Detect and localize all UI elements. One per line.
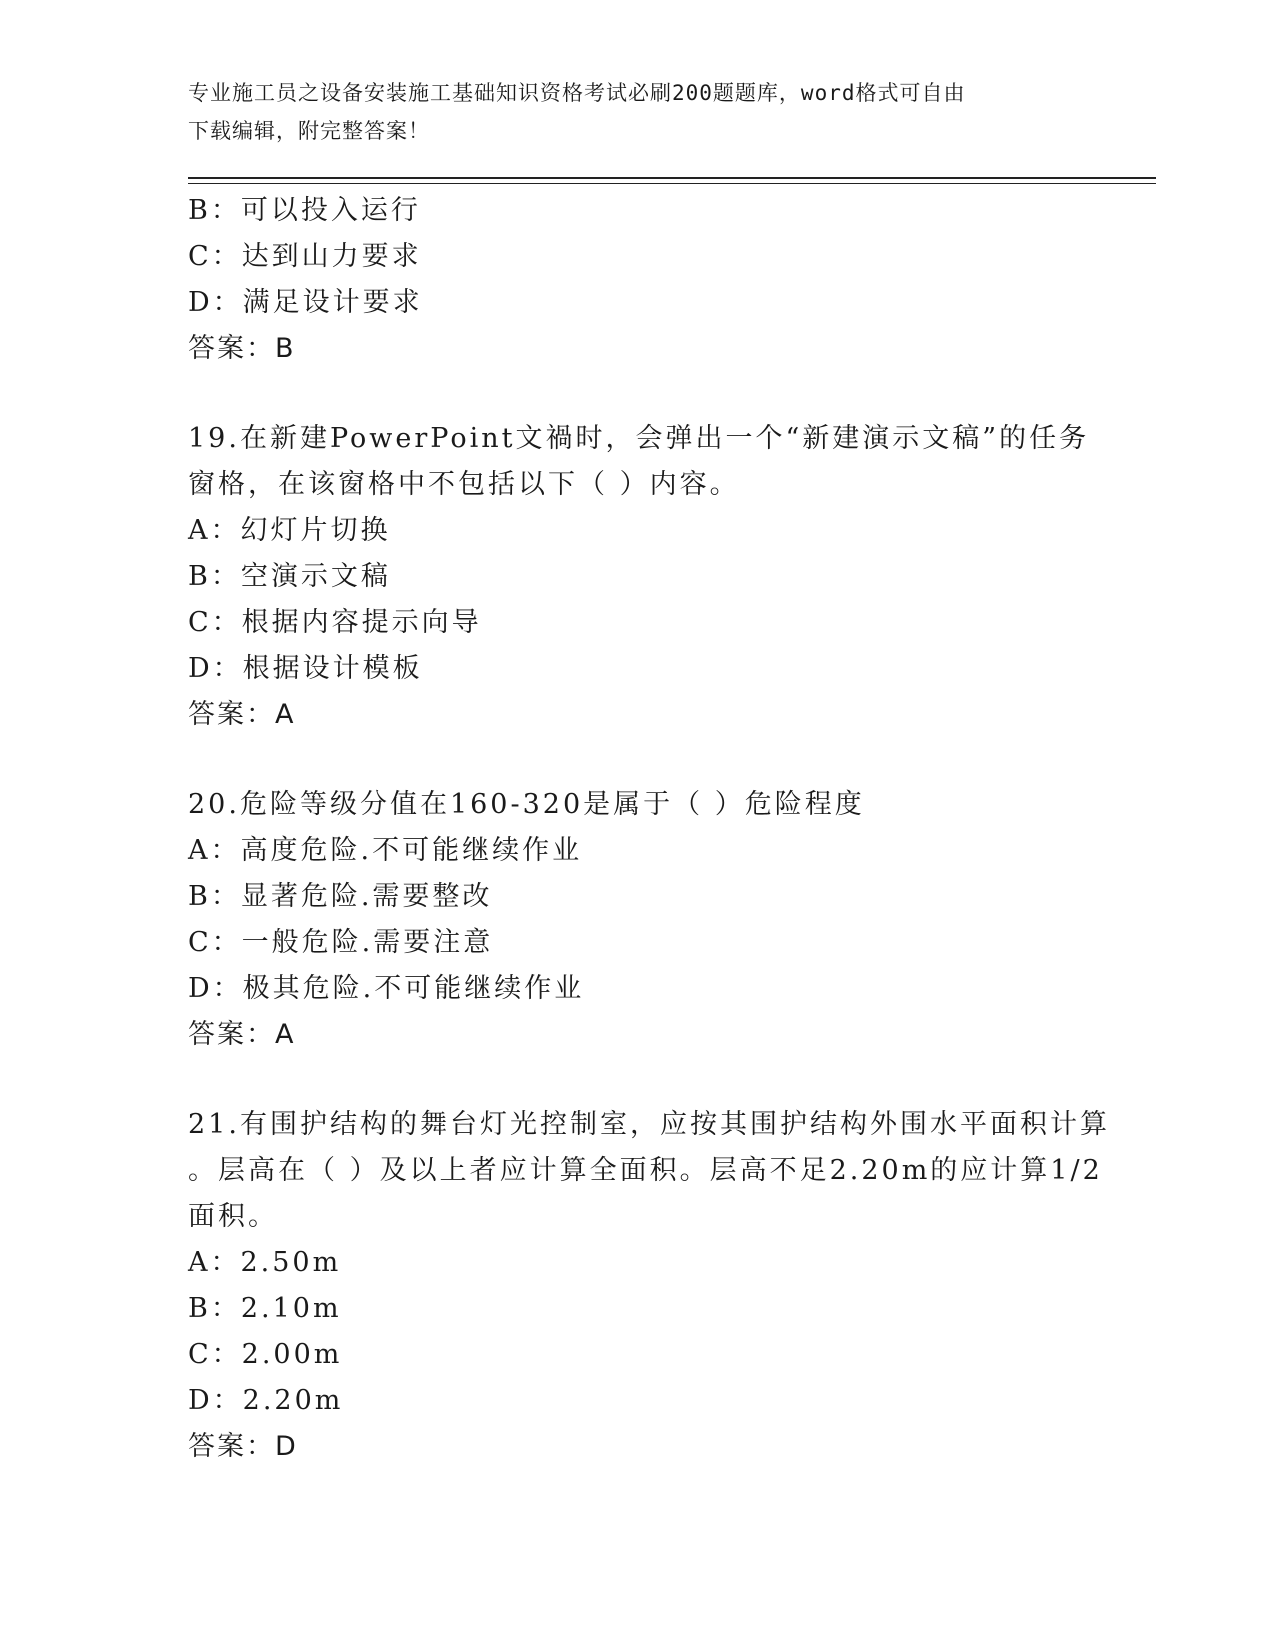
question-stem-line: 21.有围护结构的舞台灯光控制室，应按其围护结构外围水平面积计算 (188, 1109, 1110, 1140)
question-list (188, 188, 1110, 1470)
option-c: C：达到山力要求 (188, 241, 422, 272)
document-header (188, 74, 1068, 150)
spacer (188, 738, 1088, 782)
question-stem-line: 面积。 (188, 1201, 278, 1232)
spacer (188, 372, 1088, 416)
option-c: C：一般危险.需要注意 (188, 927, 494, 958)
question-stem-line: 19.在新建PowerPoint文禍时，会弹出一个“新建演示文稿”的任务 (188, 423, 1090, 454)
option-d: D：根据设计模板 (188, 653, 423, 684)
option-c: C：根据内容提示向导 (188, 607, 482, 638)
option-b: B：空演示文稿 (188, 561, 391, 592)
answer-label: 答案：D (188, 1431, 298, 1462)
answer-label: 答案：A (188, 1019, 296, 1050)
answer-label: 答案：A (188, 699, 296, 730)
question-19 (188, 416, 1088, 738)
option-a: A：2.50m (188, 1247, 342, 1278)
question-18-tail (188, 188, 1088, 372)
question-stem-line: 窗格，在该窗格中不包括以下（ ）内容。 (188, 469, 740, 500)
option-d: D：2.20m (188, 1385, 344, 1416)
question-20 (188, 782, 1088, 1058)
header-line-2: 下载编辑，附完整答案！ (188, 119, 430, 143)
answer-label: 答案：B (188, 333, 296, 364)
option-b: B：可以投入运行 (188, 195, 421, 226)
option-b: B：2.10m (188, 1293, 342, 1324)
header-divider-thick (188, 177, 1156, 179)
header-line-1: 专业施工员之设备安装施工基础知识资格考试必刷200题题库，word格式可自由 (188, 81, 966, 105)
option-a: A：幻灯片切换 (188, 515, 391, 546)
option-d: D：满足设计要求 (188, 287, 423, 318)
option-c: C：2.00m (188, 1339, 343, 1370)
header-divider-thin (188, 183, 1156, 184)
question-21 (188, 1102, 1110, 1470)
question-stem-line: 。层高在（ ）及以上者应计算全面积。层高不足2.20m的应计算1/2 (188, 1155, 1103, 1186)
option-a: A：高度危险.不可能继续作业 (188, 835, 583, 866)
option-b: B：显著危险.需要整改 (188, 881, 493, 912)
option-d: D：极其危险.不可能继续作业 (188, 973, 585, 1004)
spacer (188, 1058, 1088, 1102)
question-stem-line: 20.危险等级分值在160-320是属于（ ）危险程度 (188, 789, 865, 820)
